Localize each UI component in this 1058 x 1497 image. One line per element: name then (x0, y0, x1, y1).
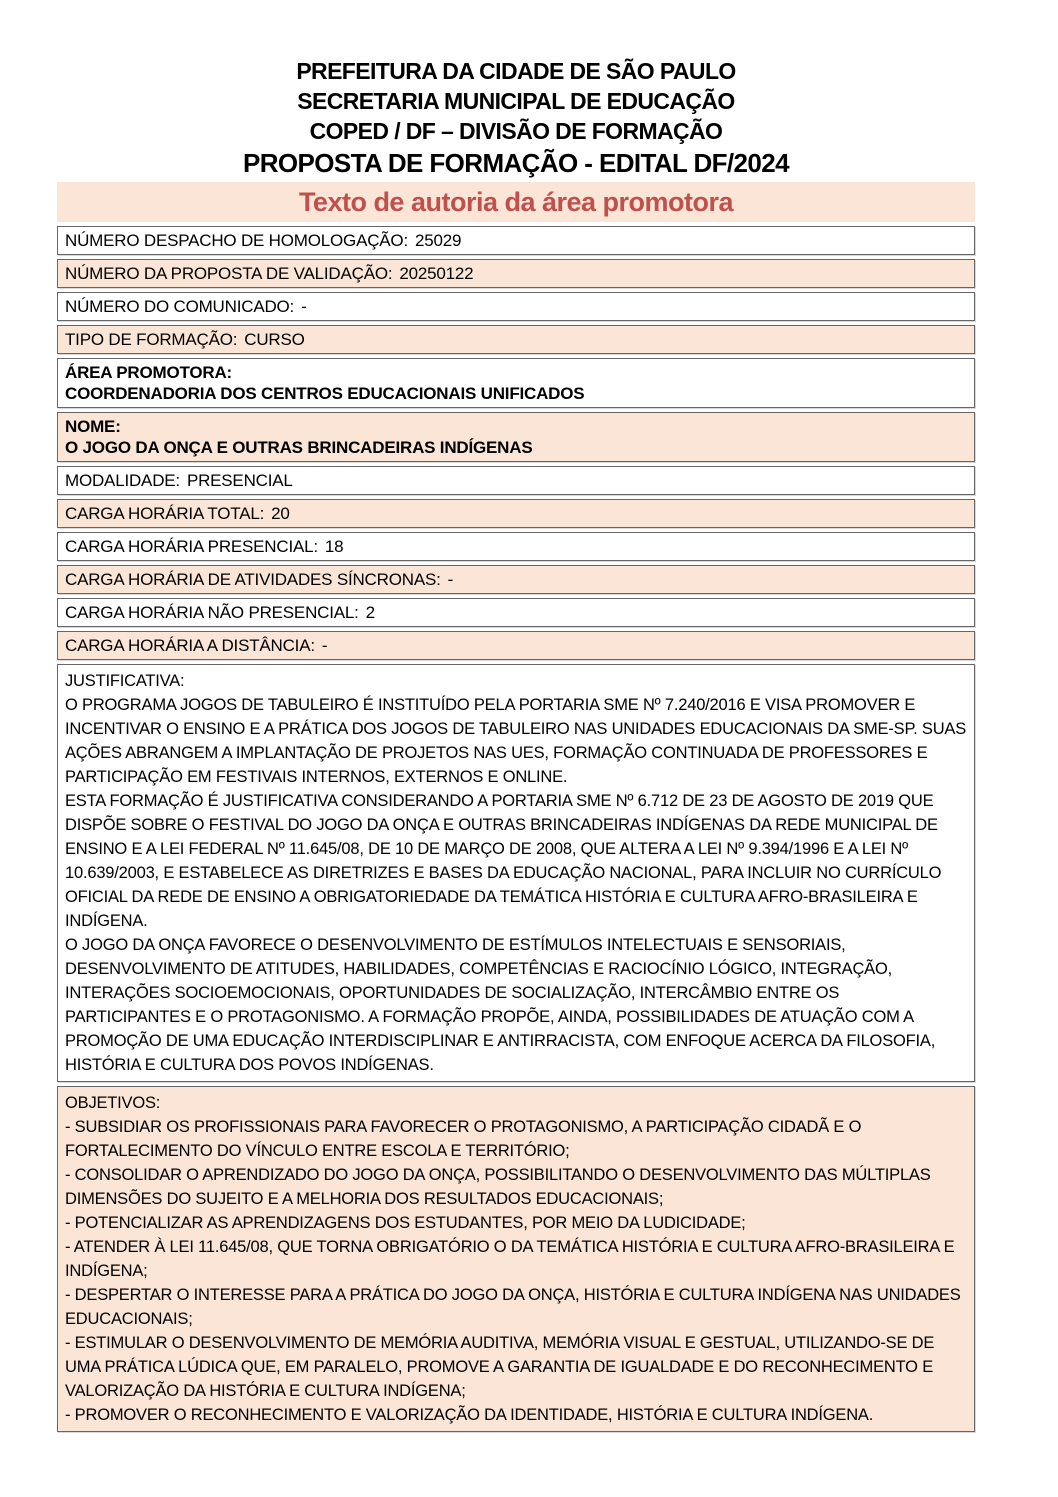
field-label: NÚMERO DO COMUNICADO: (65, 297, 295, 316)
justificativa-label: JUSTIFICATIVA: (65, 672, 185, 690)
field-row-carga-horaria-presencial (57, 532, 975, 561)
field-value: - (301, 297, 307, 316)
field-row-numero-proposta (57, 259, 975, 288)
field-row-carga-horaria-total (57, 499, 975, 528)
field-row-modalidade (57, 466, 975, 495)
field-row-carga-horaria-nao-presencial (57, 598, 975, 627)
field-label: MODALIDADE: (65, 471, 180, 490)
justificativa-paragraph: O PROGRAMA JOGOS DE TABULEIRO É INSTITUÍDO PELA PORTARIA SME Nº 7.240/2016 E VISA PROMOVER E INCENTIVAR O ENSINO E A PRÁTICA DOS JOGOS DE TABULEIRO NAS UNIDADES EDUCACIONAIS DA SME-SP. SUAS AÇÕES ABRANGEM A IMPLANTAÇÃO DE PROJETOS NAS UES, FORMAÇÃO CONTINUADA DE PROFESSORES E PARTICIPAÇÃO EM FESTIVAIS INTERNOS, EXTERNOS E ONLINE. (65, 696, 967, 786)
field-label: CARGA HORÁRIA TOTAL: (65, 504, 265, 523)
field-label: ÁREA PROMOTORA: (65, 363, 233, 382)
objetivos-item: - PROMOVER O RECONHECIMENTO E VALORIZAÇÃO DA IDENTIDADE, HISTÓRIA E CULTURA INDÍGENA. (65, 1406, 874, 1424)
field-row-carga-horaria-distancia (57, 631, 975, 660)
justificativa-paragraph: ESTA FORMAÇÃO É JUSTIFICATIVA CONSIDERANDO A PORTARIA SME Nº 6.712 DE 23 DE AGOSTO DE 2019 QUE DISPÕE SOBRE O FESTIVAL DO JOGO DA ONÇA E OUTRAS BRINCADEIRAS INDÍGENAS DA REDE MUNICIPAL DE ENSINO E A LEI FEDERAL Nº 11.645/08, DE 10 DE MARÇO DE 2008, QUE ALTERA A LEI Nº 9.394/1996 E A LEI Nº 10.639/2003, E ESTABELECE AS DIRETRIZES E BASES DA EDUCAÇÃO NACIONAL, PARA INCLUIR NO CURRÍCULO OFICIAL DA REDE DE ENSINO A OBRIGATORIEDADE DA TEMÁTICA HISTÓRIA E CULTURA AFRO-BRASILEIRA E INDÍGENA. (65, 792, 942, 930)
field-row-carga-horaria-sincronas (57, 565, 975, 594)
field-value: PRESENCIAL (186, 471, 293, 490)
objetivos-item: - ATENDER À LEI 11.645/08, QUE TORNA OBRIGATÓRIO O DA TEMÁTICA HISTÓRIA E CULTURA AFRO-BRASILEIRA E INDÍGENA; (65, 1238, 955, 1280)
field-row-tipo-formacao (57, 325, 975, 354)
field-value: COORDENADORIA DOS CENTROS EDUCACIONAIS UNIFICADOS (65, 384, 585, 403)
field-value: 18 (324, 537, 344, 556)
document-page (57, 0, 975, 1432)
field-label: TIPO DE FORMAÇÃO: (65, 330, 238, 349)
field-label: NÚMERO DESPACHO DE HOMOLOGAÇÃO: (65, 231, 408, 250)
org-line-coped: COPED / DF – DIVISÃO DE FORMAÇÃO (309, 118, 723, 144)
objetivos-item: - DESPERTAR O INTERESSE PARA A PRÁTICA DO JOGO DA ONÇA, HISTÓRIA E CULTURA INDÍGENA NAS UNIDADES EDUCACIONAIS; (65, 1286, 961, 1328)
org-line-prefeitura: PREFEITURA DA CIDADE DE SÃO PAULO (296, 58, 736, 84)
field-value: - (447, 570, 454, 589)
field-value: 20250122 (399, 264, 474, 283)
field-label: CARGA HORÁRIA DE ATIVIDADES SÍNCRONAS: (65, 570, 441, 589)
org-line-secretaria: SECRETARIA MUNICIPAL DE EDUCAÇÃO (297, 88, 735, 114)
field-label: NÚMERO DA PROPOSTA DE VALIDAÇÃO: (65, 264, 393, 283)
field-label: CARGA HORÁRIA PRESENCIAL: (65, 537, 318, 556)
page-title: PROPOSTA DE FORMAÇÃO - EDITAL DF/2024 (242, 148, 789, 178)
field-label: CARGA HORÁRIA A DISTÂNCIA: (65, 636, 315, 655)
objetivos-section (57, 1086, 975, 1432)
field-label: NOME: (65, 417, 121, 436)
field-row-area-promotora (57, 358, 975, 408)
justificativa-paragraph: O JOGO DA ONÇA FAVORECE O DESENVOLVIMENTO DE ESTÍMULOS INTELECTUAIS E SENSORIAIS, DESENVOLVIMENTO DE ATITUDES, HABILIDADES, COMPETÊNCIAS E RACIOCÍNIO LÓGICO, INTEGRAÇÃO, INTERAÇÕES SOCIOEMOCIONAIS, OPORTUNIDADES DE SOCIALIZAÇÃO, INTERCÂMBIO ENTRE OS PARTICIPANTES E O PROTAGONISMO. A FORMAÇÃO PROPÕE, AINDA, POSSIBILIDADES DE ATUAÇÃO COM A PROMOÇÃO DE UMA EDUCAÇÃO INTERDISCIPLINAR E ANTIRRACISTA, COM ENFOQUE ACERCA DA FILOSOFIA, HISTÓRIA E CULTURA DOS POVOS INDÍGENAS. (65, 936, 936, 1074)
document-header (57, 56, 975, 180)
objetivos-item: - SUBSIDIAR OS PROFISSIONAIS PARA FAVORECER O PROTAGONISMO, A PARTICIPAÇÃO CIDADÃ E O FORTALECIMENTO DO VÍNCULO ENTRE ESCOLA E TERRITÓRIO; (65, 1118, 862, 1160)
field-row-nome (57, 412, 975, 462)
field-value: O JOGO DA ONÇA E OUTRAS BRINCADEIRAS INDÍGENAS (65, 438, 533, 457)
objetivos-item: - CONSOLIDAR O APRENDIZADO DO JOGO DA ONÇA, POSSIBILITANDO O DESENVOLVIMENTO DAS MÚLTIPLAS DIMENSÕES DO SUJEITO E A MELHORIA DOS RESULTADOS EDUCACIONAIS; (65, 1166, 931, 1208)
authorship-banner: Texto de autoria da área promotora (57, 182, 975, 222)
justificativa-section (57, 664, 975, 1082)
field-value: 2 (365, 603, 375, 622)
objetivos-item: - ESTIMULAR O DESENVOLVIMENTO DE MEMÓRIA AUDITIVA, MEMÓRIA VISUAL E GESTUAL, UTILIZANDO-SE DE UMA PRÁTICA LÚDICA QUE, EM PARALELO, PROMOVE A GARANTIA DE IGUALDADE E DO RECONHECIMENTO E VALORIZAÇÃO DA HISTÓRIA E CULTURA INDÍGENA; (65, 1334, 935, 1400)
field-label: CARGA HORÁRIA NÃO PRESENCIAL: (65, 603, 359, 622)
objetivos-label: OBJETIVOS: (65, 1094, 161, 1112)
field-value: 20 (271, 504, 290, 523)
field-value: CURSO (244, 330, 305, 349)
field-value: 25029 (414, 231, 462, 250)
objetivos-item: - POTENCIALIZAR AS APRENDIZAGENS DOS ESTUDANTES, POR MEIO DA LUDICIDADE; (65, 1214, 746, 1232)
field-row-numero-comunicado (57, 292, 975, 321)
field-value: - (321, 636, 328, 655)
field-row-numero-despacho (57, 226, 975, 255)
